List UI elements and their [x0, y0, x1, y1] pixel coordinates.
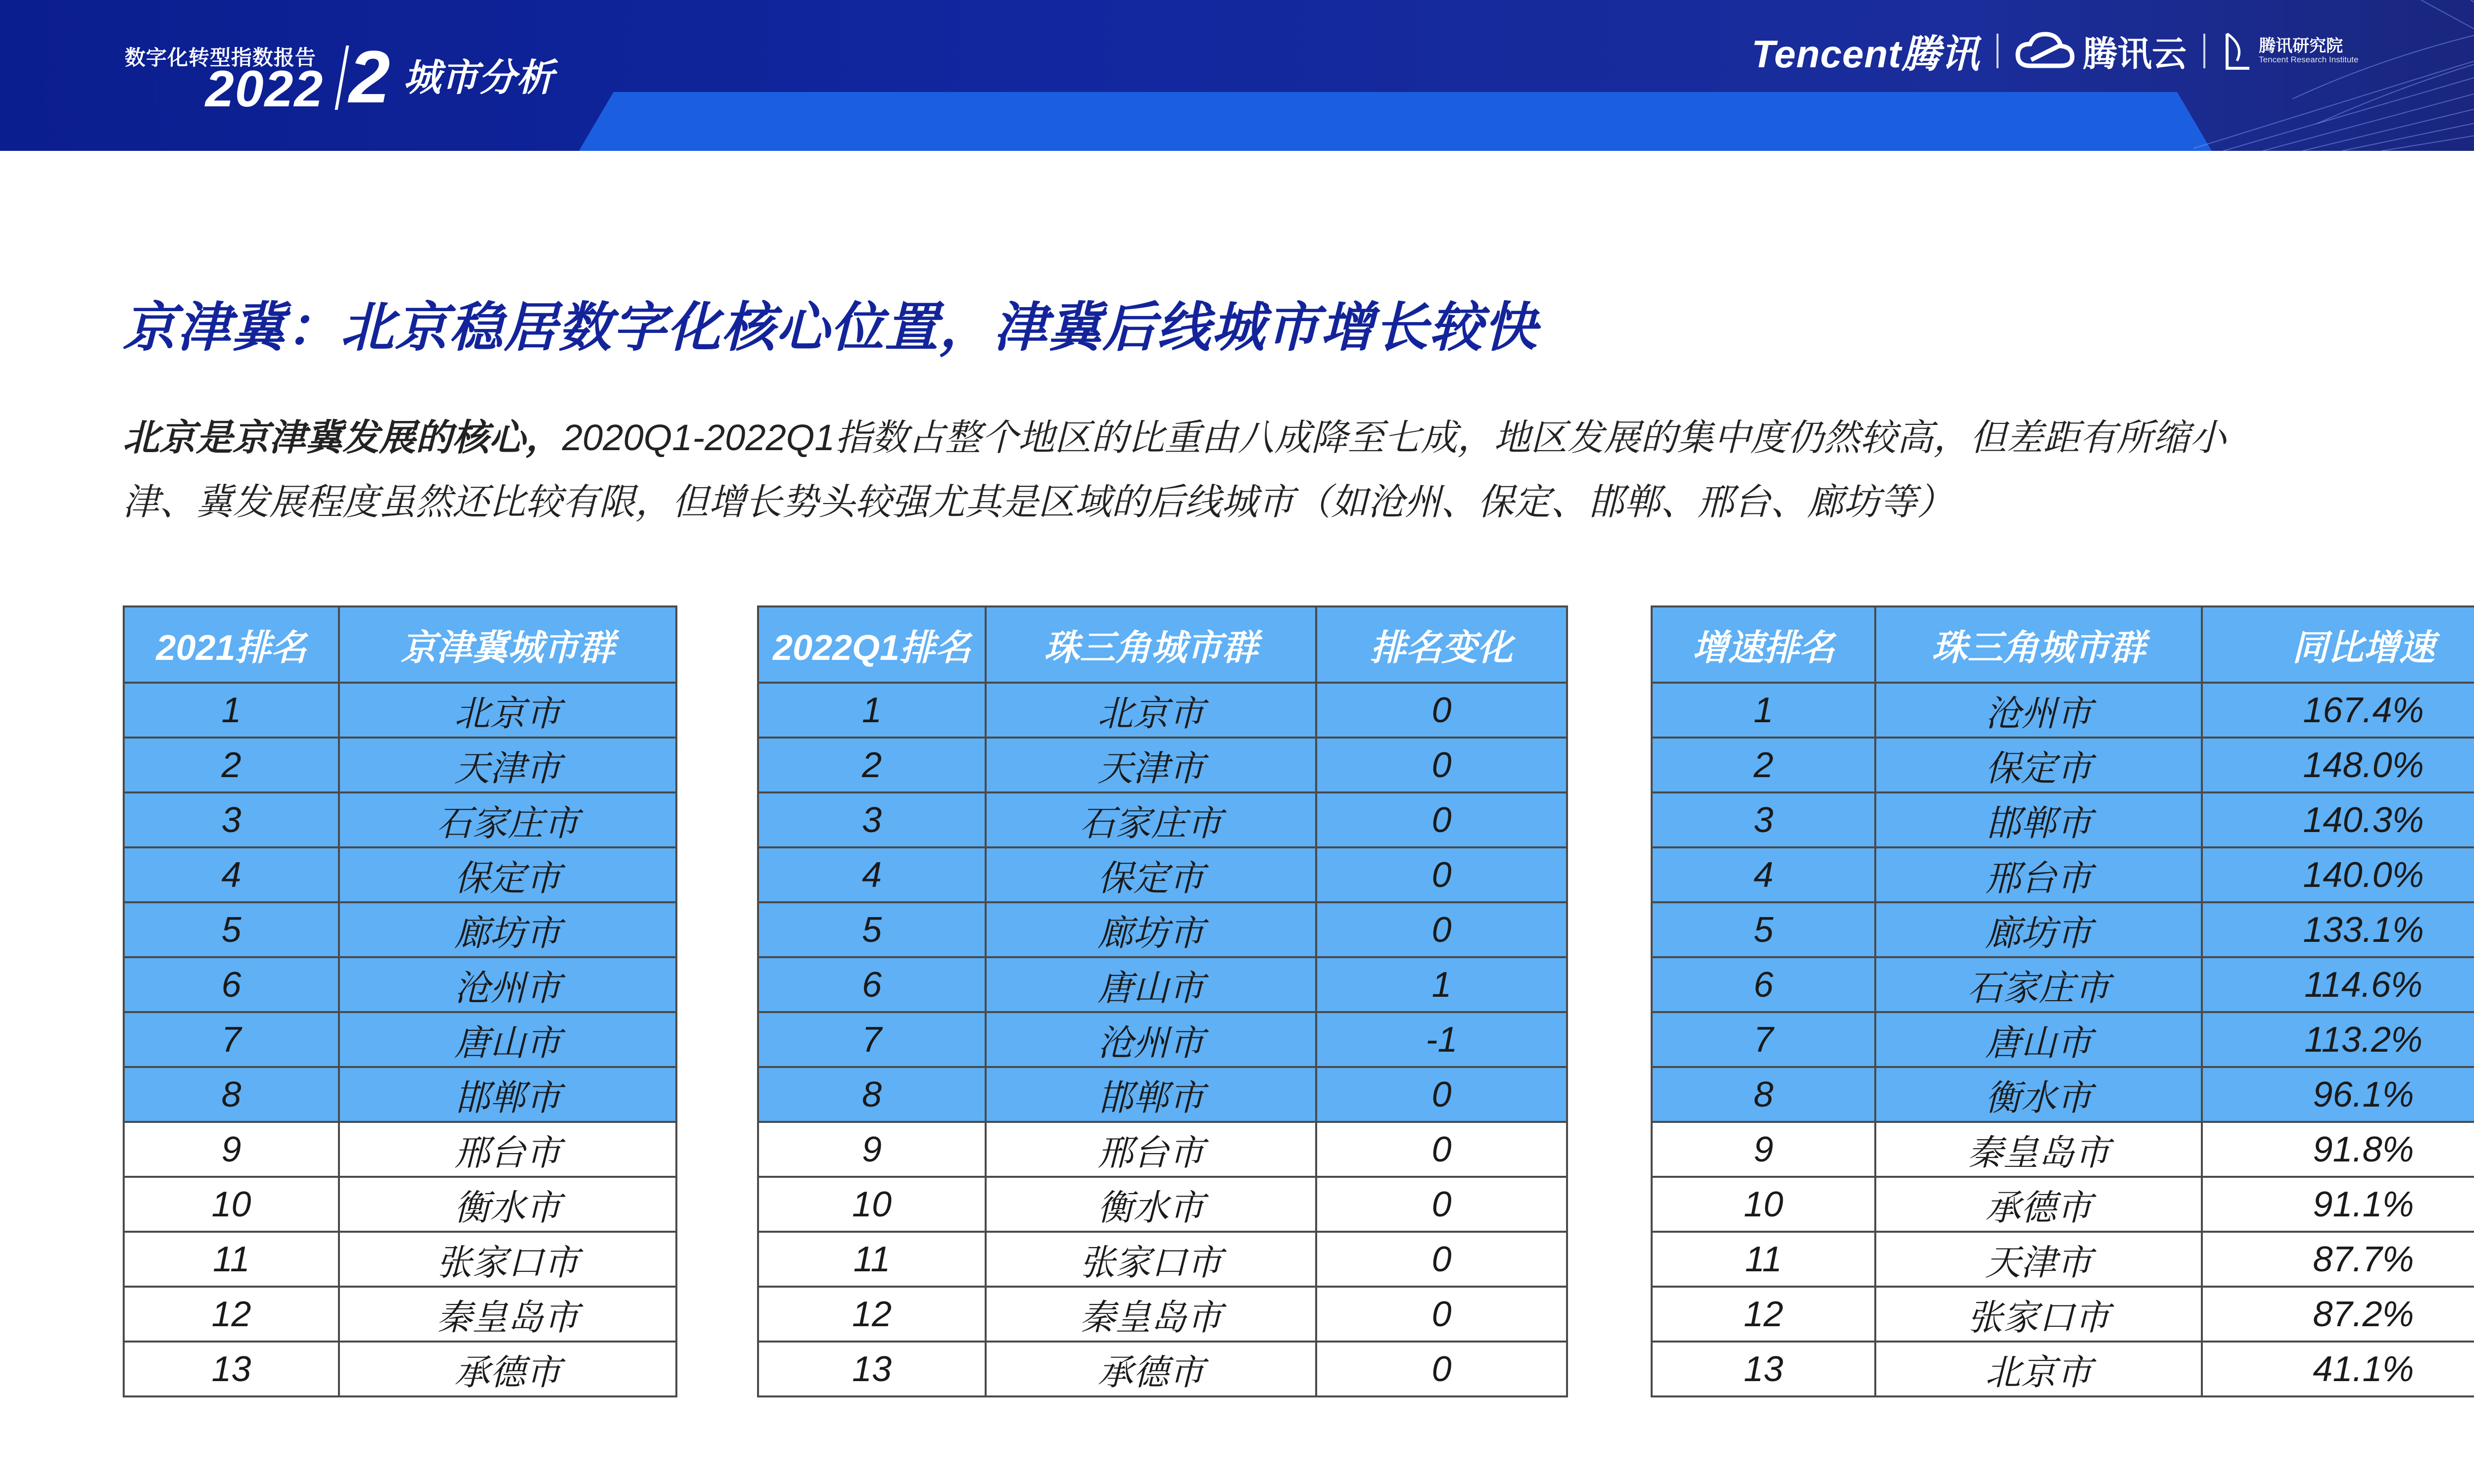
table-row	[758, 1177, 1567, 1232]
table-cell: 2	[758, 738, 986, 792]
table-row	[1652, 792, 2474, 847]
table-cell: 秦皇岛市	[339, 1287, 676, 1342]
table-cell: 保定市	[986, 847, 1316, 902]
table-cell: 9	[124, 1122, 339, 1177]
table-cell: 天津市	[339, 738, 676, 792]
table-cell: 87.7%	[2202, 1232, 2474, 1287]
table-cell: 承德市	[1875, 1177, 2202, 1232]
research-institute-en: Tencent Research Institute	[2259, 55, 2359, 65]
table-row	[124, 902, 676, 957]
table-cell: 0	[1316, 1342, 1567, 1396]
table-cell: 0	[1316, 683, 1567, 738]
table-cell: 邢台市	[986, 1122, 1316, 1177]
chapter-title: 城市分析	[403, 57, 554, 99]
table-cell: 0	[1316, 738, 1567, 792]
table-cell: 167.4%	[2202, 683, 2474, 738]
table-cell: 11	[758, 1232, 986, 1287]
table-cell: 91.8%	[2202, 1122, 2474, 1177]
table-cell: 1	[1316, 957, 1567, 1012]
table-row	[758, 738, 1567, 792]
table-cell: 唐山市	[1875, 1012, 2202, 1067]
table-cell: 8	[1652, 1067, 1875, 1122]
table-row	[124, 957, 676, 1012]
table-cell: 天津市	[1875, 1232, 2202, 1287]
table-row	[124, 1342, 676, 1396]
tencent-cloud-label: 腾讯云	[2083, 34, 2187, 73]
logo-separator	[2203, 34, 2205, 68]
table-cell: 廊坊市	[1875, 902, 2202, 957]
tencent-cloud-logo	[2015, 26, 2187, 76]
growth-rate-table	[1651, 605, 2474, 1397]
table-header-row	[1652, 606, 2474, 683]
triangle-logo-icon	[2222, 31, 2252, 71]
chapter-number: 2	[349, 35, 390, 118]
table-cell: 87.2%	[2202, 1287, 2474, 1342]
table-cell: 140.0%	[2202, 847, 2474, 902]
table-cell: 10	[1652, 1177, 1875, 1232]
table-row	[124, 847, 676, 902]
table-cell: 0	[1316, 1232, 1567, 1287]
table-cell: 140.3%	[2202, 792, 2474, 847]
table-row	[124, 1067, 676, 1122]
table-cell: 石家庄市	[339, 792, 676, 847]
table-cell: 3	[124, 792, 339, 847]
table-cell: 13	[124, 1342, 339, 1396]
table-row	[1652, 738, 2474, 792]
table-cell: 5	[1652, 902, 1875, 957]
header-divider	[335, 46, 349, 110]
table-cell: 7	[124, 1012, 339, 1067]
table-cell: 邯郸市	[986, 1067, 1316, 1122]
table-cell: 沧州市	[986, 1012, 1316, 1067]
table-cell: 6	[124, 957, 339, 1012]
table-row	[124, 738, 676, 792]
table-cell: 北京市	[339, 683, 676, 738]
table-cell: 邯郸市	[1875, 792, 2202, 847]
table-cell: 承德市	[986, 1342, 1316, 1396]
intro-paragraph	[123, 406, 2448, 534]
table-row	[124, 792, 676, 847]
table-cell: 148.0%	[2202, 738, 2474, 792]
table-cell: 保定市	[339, 847, 676, 902]
ranking-2021-table	[123, 605, 677, 1397]
table-cell: 10	[124, 1177, 339, 1232]
table-cell: 2	[124, 738, 339, 792]
table-cell: 沧州市	[1875, 683, 2202, 738]
table-row	[758, 1012, 1567, 1067]
table-cell: 保定市	[1875, 738, 2202, 792]
table-cell: 4	[1652, 847, 1875, 902]
column-header: 2021排名	[124, 606, 339, 683]
table-cell: 0	[1316, 1177, 1567, 1232]
intro-line-1	[123, 406, 2448, 470]
table-cell: -1	[1316, 1012, 1567, 1067]
table-cell: 8	[124, 1067, 339, 1122]
table-cell: 4	[758, 847, 986, 902]
research-institute-cn: 腾讯研究院	[2259, 36, 2343, 55]
cloud-icon	[2015, 31, 2075, 71]
table-cell: 1	[1652, 683, 1875, 738]
table-cell: 0	[1316, 902, 1567, 957]
table-cell: 唐山市	[986, 957, 1316, 1012]
table-header-row	[758, 606, 1567, 683]
page-title: 京津冀：北京稳居数字化核心位置，津冀后线城市增长较快	[123, 297, 1538, 357]
table-row	[758, 683, 1567, 738]
column-header: 珠三角城市群	[986, 606, 1316, 683]
table-cell: 11	[124, 1232, 339, 1287]
ranking-2022q1-table	[757, 605, 1568, 1397]
intro-lead: 北京是京津冀发展的核心，	[123, 417, 562, 458]
table-row	[758, 1232, 1567, 1287]
table-cell: 1	[124, 683, 339, 738]
table-row	[1652, 1067, 2474, 1122]
table-cell: 唐山市	[339, 1012, 676, 1067]
table-cell: 1	[758, 683, 986, 738]
table-cell: 11	[1652, 1232, 1875, 1287]
table-cell: 12	[758, 1287, 986, 1342]
research-institute-logo	[2222, 31, 2358, 71]
table-cell: 114.6%	[2202, 957, 2474, 1012]
table-cell: 0	[1316, 1122, 1567, 1177]
table-cell: 秦皇岛市	[1875, 1122, 2202, 1177]
table-cell: 113.2%	[2202, 1012, 2474, 1067]
table-cell: 9	[758, 1122, 986, 1177]
table-cell: 张家口市	[339, 1232, 676, 1287]
table-cell: 沧州市	[339, 957, 676, 1012]
table-cell: 承德市	[339, 1342, 676, 1396]
table-row	[1652, 1287, 2474, 1342]
table-row	[1652, 1122, 2474, 1177]
table-cell: 12	[124, 1287, 339, 1342]
table-row	[758, 957, 1567, 1012]
table-cell: 衡水市	[1875, 1067, 2202, 1122]
column-header: 同比增速	[2202, 606, 2474, 683]
table-cell: 邯郸市	[339, 1067, 676, 1122]
table-cell: 13	[1652, 1342, 1875, 1396]
table-cell: 北京市	[1875, 1342, 2202, 1396]
table-row	[758, 1342, 1567, 1396]
table-cell: 3	[1652, 792, 1875, 847]
table-cell: 3	[758, 792, 986, 847]
table-row	[1652, 902, 2474, 957]
header-band	[0, 0, 2474, 151]
partner-logos	[1752, 24, 2358, 78]
table-cell: 0	[1316, 847, 1567, 902]
table-cell: 0	[1316, 1067, 1567, 1122]
table-cell: 衡水市	[339, 1177, 676, 1232]
intro-line-2: 津、冀发展程度虽然还比较有限，但增长势头较强尤其是区域的后线城市（如沧州、保定、邯郸、邢台、廊坊等）	[123, 481, 1953, 522]
table-row	[124, 1177, 676, 1232]
table-row	[758, 1122, 1567, 1177]
table-row	[758, 847, 1567, 902]
table-cell: 9	[1652, 1122, 1875, 1177]
table-row	[124, 683, 676, 738]
column-header: 增速排名	[1652, 606, 1875, 683]
table-row	[758, 1067, 1567, 1122]
table-cell: 41.1%	[2202, 1342, 2474, 1396]
table-cell: 6	[1652, 957, 1875, 1012]
table-cell: 6	[758, 957, 986, 1012]
header-accent-strip	[579, 92, 2212, 151]
table-cell: 秦皇岛市	[986, 1287, 1316, 1342]
table-cell: 石家庄市	[1875, 957, 2202, 1012]
column-header: 珠三角城市群	[1875, 606, 2202, 683]
table-row	[124, 1232, 676, 1287]
table-cell: 7	[1652, 1012, 1875, 1067]
table-cell: 4	[124, 847, 339, 902]
table-row	[758, 1287, 1567, 1342]
table-cell: 北京市	[986, 683, 1316, 738]
table-row	[124, 1012, 676, 1067]
table-row	[758, 902, 1567, 957]
table-cell: 10	[758, 1177, 986, 1232]
table-row	[1652, 1012, 2474, 1067]
table-cell: 2	[1652, 738, 1875, 792]
table-header-row	[124, 606, 676, 683]
table-cell: 13	[758, 1342, 986, 1396]
table-row	[124, 1122, 676, 1177]
table-cell: 张家口市	[1875, 1287, 2202, 1342]
table-cell: 5	[124, 902, 339, 957]
table-cell: 7	[758, 1012, 986, 1067]
table-cell: 12	[1652, 1287, 1875, 1342]
table-cell: 天津市	[986, 738, 1316, 792]
report-name: 数字化转型指数报告	[125, 46, 317, 69]
table-cell: 133.1%	[2202, 902, 2474, 957]
report-year: 2022	[205, 60, 324, 118]
column-header: 2022Q1排名	[758, 606, 986, 683]
column-header: 排名变化	[1316, 606, 1567, 683]
table-cell: 廊坊市	[986, 902, 1316, 957]
intro-line-1-rest: 2020Q1-2022Q1指数占整个地区的比重由八成降至七成，地区发展的集中度仍然较高，但差距有所缩小	[562, 417, 2227, 458]
tencent-logo: Tencent腾讯	[1752, 32, 1980, 76]
logo-separator	[1997, 34, 1998, 68]
table-cell: 96.1%	[2202, 1067, 2474, 1122]
table-row	[1652, 1177, 2474, 1232]
table-row	[124, 1287, 676, 1342]
table-cell: 0	[1316, 792, 1567, 847]
table-row	[758, 792, 1567, 847]
table-row	[1652, 847, 2474, 902]
table-cell: 廊坊市	[339, 902, 676, 957]
table-row	[1652, 957, 2474, 1012]
table-row	[1652, 683, 2474, 738]
table-row	[1652, 1232, 2474, 1287]
table-row	[1652, 1342, 2474, 1396]
table-cell: 张家口市	[986, 1232, 1316, 1287]
table-cell: 5	[758, 902, 986, 957]
table-cell: 邢台市	[339, 1122, 676, 1177]
table-cell: 邢台市	[1875, 847, 2202, 902]
table-cell: 91.1%	[2202, 1177, 2474, 1232]
table-cell: 0	[1316, 1287, 1567, 1342]
table-cell: 8	[758, 1067, 986, 1122]
table-cell: 衡水市	[986, 1177, 1316, 1232]
table-cell: 石家庄市	[986, 792, 1316, 847]
column-header: 京津冀城市群	[339, 606, 676, 683]
